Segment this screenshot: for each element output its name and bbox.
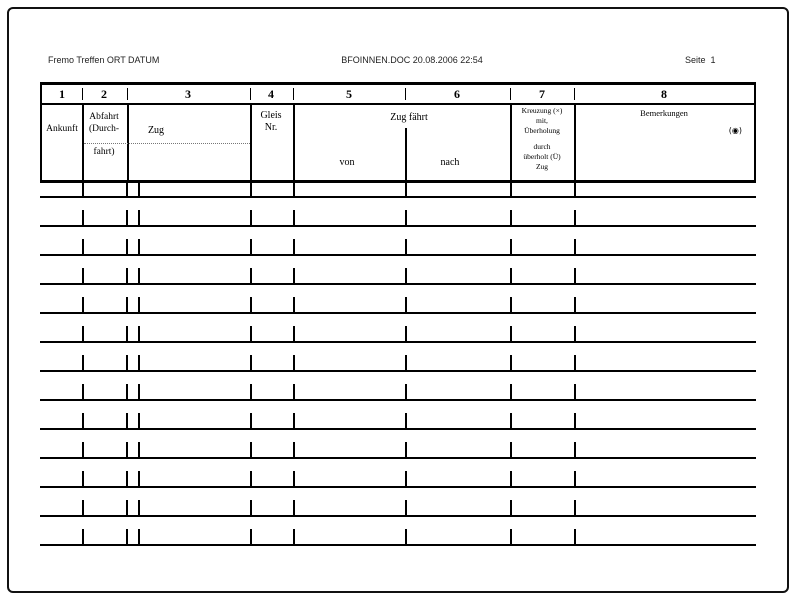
- column-tick: [405, 442, 407, 459]
- row-line: [40, 399, 756, 401]
- column-tick: [138, 529, 140, 546]
- column-tick: [250, 529, 252, 546]
- column-tick: [250, 413, 252, 430]
- column-tick: [138, 355, 140, 372]
- column-tick: [510, 268, 512, 285]
- column-tick: [82, 355, 84, 372]
- column-tick: [250, 210, 252, 227]
- column-tick: [250, 326, 252, 343]
- column-tick: [82, 297, 84, 314]
- row-line: [40, 254, 756, 256]
- column-tick: [250, 239, 252, 256]
- header-page-number: Seite 1: [685, 55, 716, 65]
- col8-label-bemerkungen: Bemerkungen: [640, 108, 688, 118]
- column-tick: [82, 500, 84, 517]
- column-tick: [126, 239, 128, 256]
- column-tick: [126, 210, 128, 227]
- column-tick: [82, 384, 84, 401]
- col7-line-zug: Zug: [535, 162, 549, 171]
- col7-line-ueberholung: Überholung: [524, 126, 560, 135]
- column-tick: [405, 413, 407, 430]
- col7-line-mit: mit,: [536, 116, 548, 125]
- column-tick: [405, 326, 407, 343]
- column-tick: [510, 471, 512, 488]
- row-line: [40, 283, 756, 285]
- column-tick: [126, 183, 128, 198]
- column-tick: [126, 268, 128, 285]
- col-number-6: 6: [454, 87, 460, 101]
- column-tick: [250, 183, 252, 198]
- column-tick: [126, 413, 128, 430]
- column-tick: [138, 384, 140, 401]
- column-tick: [293, 268, 295, 285]
- column-tick: [138, 183, 140, 198]
- column-tick: [250, 471, 252, 488]
- column-tick: [126, 471, 128, 488]
- column-tick: [138, 442, 140, 459]
- column-tick: [138, 297, 140, 314]
- col-number-7: 7: [539, 87, 545, 101]
- bemerkungen-symbol-icon: (◉): [728, 126, 742, 135]
- column-tick: [574, 326, 576, 343]
- column-tick: [250, 442, 252, 459]
- column-tick: [82, 239, 84, 256]
- column-tick: [574, 471, 576, 488]
- col2-label-abfahrt: Abfahrt: [89, 112, 119, 122]
- column-tick: [250, 384, 252, 401]
- column-tick: [82, 529, 84, 546]
- col2-label-fahrt: fahrt): [93, 147, 115, 157]
- column-tick: [138, 210, 140, 227]
- column-tick: [138, 500, 140, 517]
- header-filename-text: BFOINNEN.DOC 20.08.2006 22:54: [341, 55, 483, 65]
- col7-line-ueberholt: überholt (Ü): [523, 152, 561, 161]
- col56-label-zug-faehrt: Zug fährt: [390, 112, 428, 123]
- column-tick: [405, 471, 407, 488]
- column-tick: [250, 268, 252, 285]
- column-tick: [82, 326, 84, 343]
- column-tick: [510, 355, 512, 372]
- row-line: [40, 544, 756, 546]
- column-tick: [82, 183, 84, 198]
- column-tick: [126, 442, 128, 459]
- column-tick: [574, 529, 576, 546]
- column-tick: [574, 442, 576, 459]
- column-tick: [405, 384, 407, 401]
- column-tick: [574, 384, 576, 401]
- column-tick: [138, 413, 140, 430]
- column-tick: [405, 529, 407, 546]
- col7-line-durch: durch: [533, 142, 551, 151]
- col5-label-von: von: [339, 157, 355, 168]
- column-tick: [82, 413, 84, 430]
- column-tick: [405, 268, 407, 285]
- column-tick: [293, 529, 295, 546]
- column-tick: [250, 500, 252, 517]
- column-tick: [293, 355, 295, 372]
- column-tick: [82, 442, 84, 459]
- column-tick: [293, 183, 295, 198]
- column-tick: [574, 355, 576, 372]
- row-line: [40, 515, 756, 517]
- col7-line-kreuzung: Kreuzung (×): [521, 106, 563, 115]
- row-line: [40, 312, 756, 314]
- column-tick: [126, 297, 128, 314]
- column-tick: [138, 268, 140, 285]
- row-line: [40, 486, 756, 488]
- column-tick: [82, 268, 84, 285]
- column-tick: [510, 239, 512, 256]
- row-line: [40, 196, 756, 198]
- column-tick: [405, 297, 407, 314]
- column-tick: [405, 210, 407, 227]
- col2-label-durch: (Durch-: [88, 124, 120, 134]
- row-line: [40, 428, 756, 430]
- column-tick: [510, 326, 512, 343]
- col-number-5: 5: [346, 87, 352, 101]
- col4-label-nr: Nr.: [264, 122, 278, 133]
- row-line: [40, 225, 756, 227]
- column-tick: [510, 183, 512, 198]
- column-tick: [574, 239, 576, 256]
- column-tick: [293, 384, 295, 401]
- column-tick: [126, 500, 128, 517]
- column-tick: [293, 239, 295, 256]
- row-line: [40, 341, 756, 343]
- col-number-1: 1: [59, 87, 65, 101]
- column-tick: [138, 326, 140, 343]
- column-tick: [293, 210, 295, 227]
- column-tick: [250, 297, 252, 314]
- header-left-text: Fremo Treffen ORT DATUM: [48, 55, 160, 65]
- column-tick: [574, 297, 576, 314]
- column-tick: [405, 355, 407, 372]
- column-tick: [574, 268, 576, 285]
- column-tick: [574, 413, 576, 430]
- column-tick: [510, 500, 512, 517]
- col6-label-nach: nach: [440, 157, 460, 168]
- col-number-3: 3: [185, 87, 191, 101]
- column-tick: [82, 210, 84, 227]
- column-tick: [510, 442, 512, 459]
- column-tick: [82, 471, 84, 488]
- column-tick: [126, 384, 128, 401]
- column-tick: [574, 500, 576, 517]
- column-tick: [510, 529, 512, 546]
- column-tick: [293, 500, 295, 517]
- column-tick: [126, 355, 128, 372]
- col-number-4: 4: [268, 87, 274, 101]
- col3-label-zug: Zug: [147, 125, 165, 136]
- column-tick: [138, 471, 140, 488]
- column-tick: [510, 384, 512, 401]
- column-tick: [138, 239, 140, 256]
- column-tick: [293, 413, 295, 430]
- column-tick: [510, 297, 512, 314]
- column-tick: [293, 471, 295, 488]
- column-tick: [405, 500, 407, 517]
- col-number-8: 8: [661, 87, 667, 101]
- column-tick: [574, 183, 576, 198]
- column-tick: [510, 210, 512, 227]
- column-tick: [405, 183, 407, 198]
- row-line: [40, 457, 756, 459]
- column-tick: [293, 442, 295, 459]
- column-tick: [126, 326, 128, 343]
- column-tick: [293, 326, 295, 343]
- col4-label-gleis: Gleis: [260, 110, 282, 121]
- col-number-2: 2: [101, 87, 107, 101]
- column-tick: [293, 297, 295, 314]
- row-line: [40, 370, 756, 372]
- column-tick: [126, 529, 128, 546]
- col1-label-ankunft: Ankunft: [46, 124, 78, 134]
- column-tick: [250, 355, 252, 372]
- column-tick: [510, 413, 512, 430]
- column-tick: [574, 210, 576, 227]
- column-tick: [405, 239, 407, 256]
